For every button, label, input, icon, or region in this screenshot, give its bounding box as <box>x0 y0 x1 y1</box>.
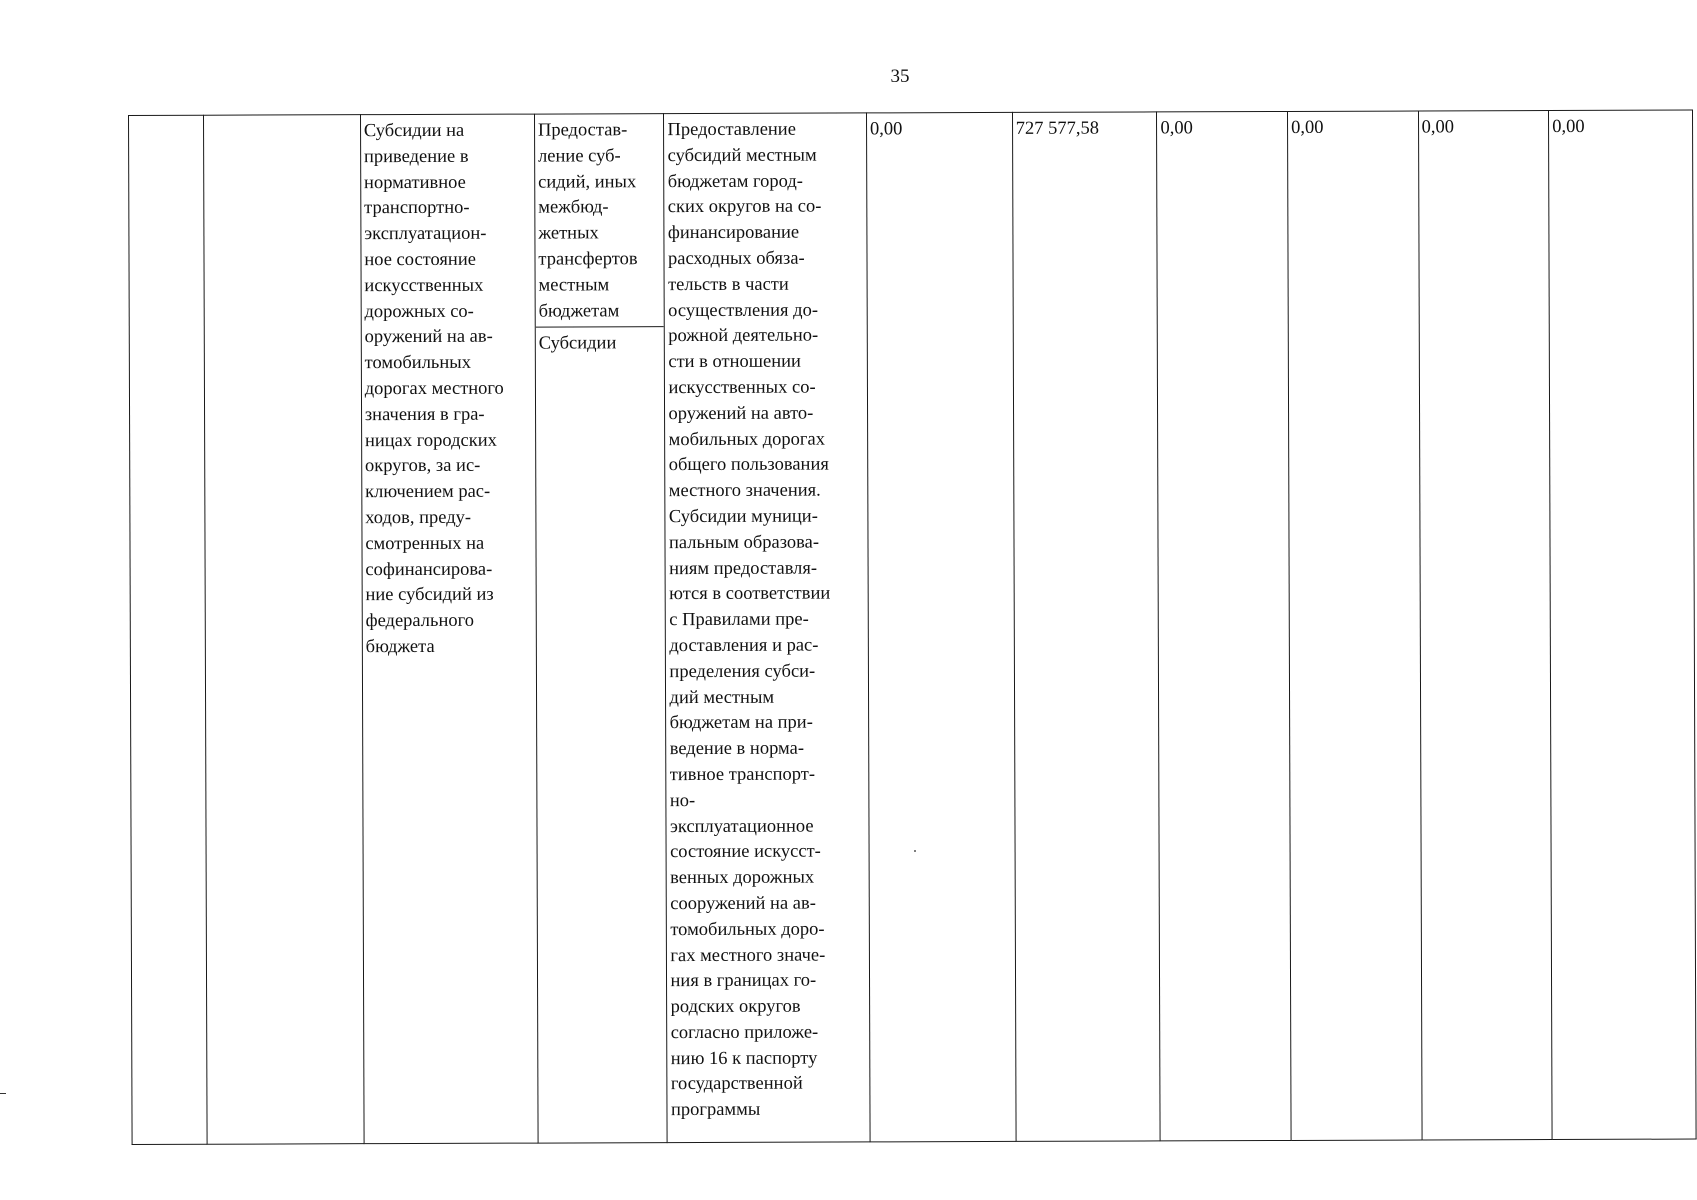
program-cell <box>203 115 363 1145</box>
value-cell <box>866 112 1015 1142</box>
value-cell <box>1549 110 1696 1139</box>
value-cell <box>1157 111 1291 1140</box>
value-1: 0,00 <box>869 119 903 140</box>
budget-table <box>128 110 1697 1145</box>
value-cell <box>1288 111 1422 1140</box>
value-3: 0,00 <box>1160 118 1193 139</box>
scan-mark <box>0 1093 6 1094</box>
table-row <box>129 110 1697 1144</box>
number-cell <box>129 115 207 1144</box>
form-description: Предостав- ление суб- сидий, иных межбюд- жетных трансфертов местным бюджетам <box>535 114 664 328</box>
value-4: 0,00 <box>1291 117 1324 138</box>
description-cell <box>664 113 870 1143</box>
value-2: 727 577,58 <box>1015 118 1100 139</box>
value-cell <box>1012 112 1160 1141</box>
value-5: 0,00 <box>1421 117 1455 138</box>
form-cell <box>534 114 667 1143</box>
measure-description: Предоставление субсидий местным бюджетам город- ских округов на со- финансирование расходных обяза- тельств в части осуществления до- рожной деятельно- сти в отношении искусственных со- оружений на авто- мобильных дорогах общего пользования местного значения. Субсидии муници- пальным образова- ниям предоставля- ются в соответствии с Правилами пре- доставления и рас- пределения субси- дий местным бюджетам на при- ведение в норма- тивное транспорт- но- эксплуатационное состояние искусст- венных дорожных сооружений на ав- томобильных доро- гах местного значе- ния в границах го- родских округов согласно приложе- нию 16 к паспорту государственной программы <box>667 119 831 1121</box>
measure-name: Субсидии на приведение в нормативное транспортно- эксплуатацион- ное состояние искусственных дорожных со- оружений на ав- томобильных дорогах местного значения в гра- ницах городских округов, за ис- ключением рас- ходов, преду- смотренных на софинансирова- ние субсидий из федерального бюджета <box>363 120 504 658</box>
page-number: 35 <box>890 66 910 87</box>
scan-speck <box>914 850 916 852</box>
form-type: Субсидии <box>538 333 617 354</box>
value-6: 0,00 <box>1552 116 1585 138</box>
measure-name-cell <box>360 114 538 1144</box>
value-cell <box>1418 111 1552 1140</box>
